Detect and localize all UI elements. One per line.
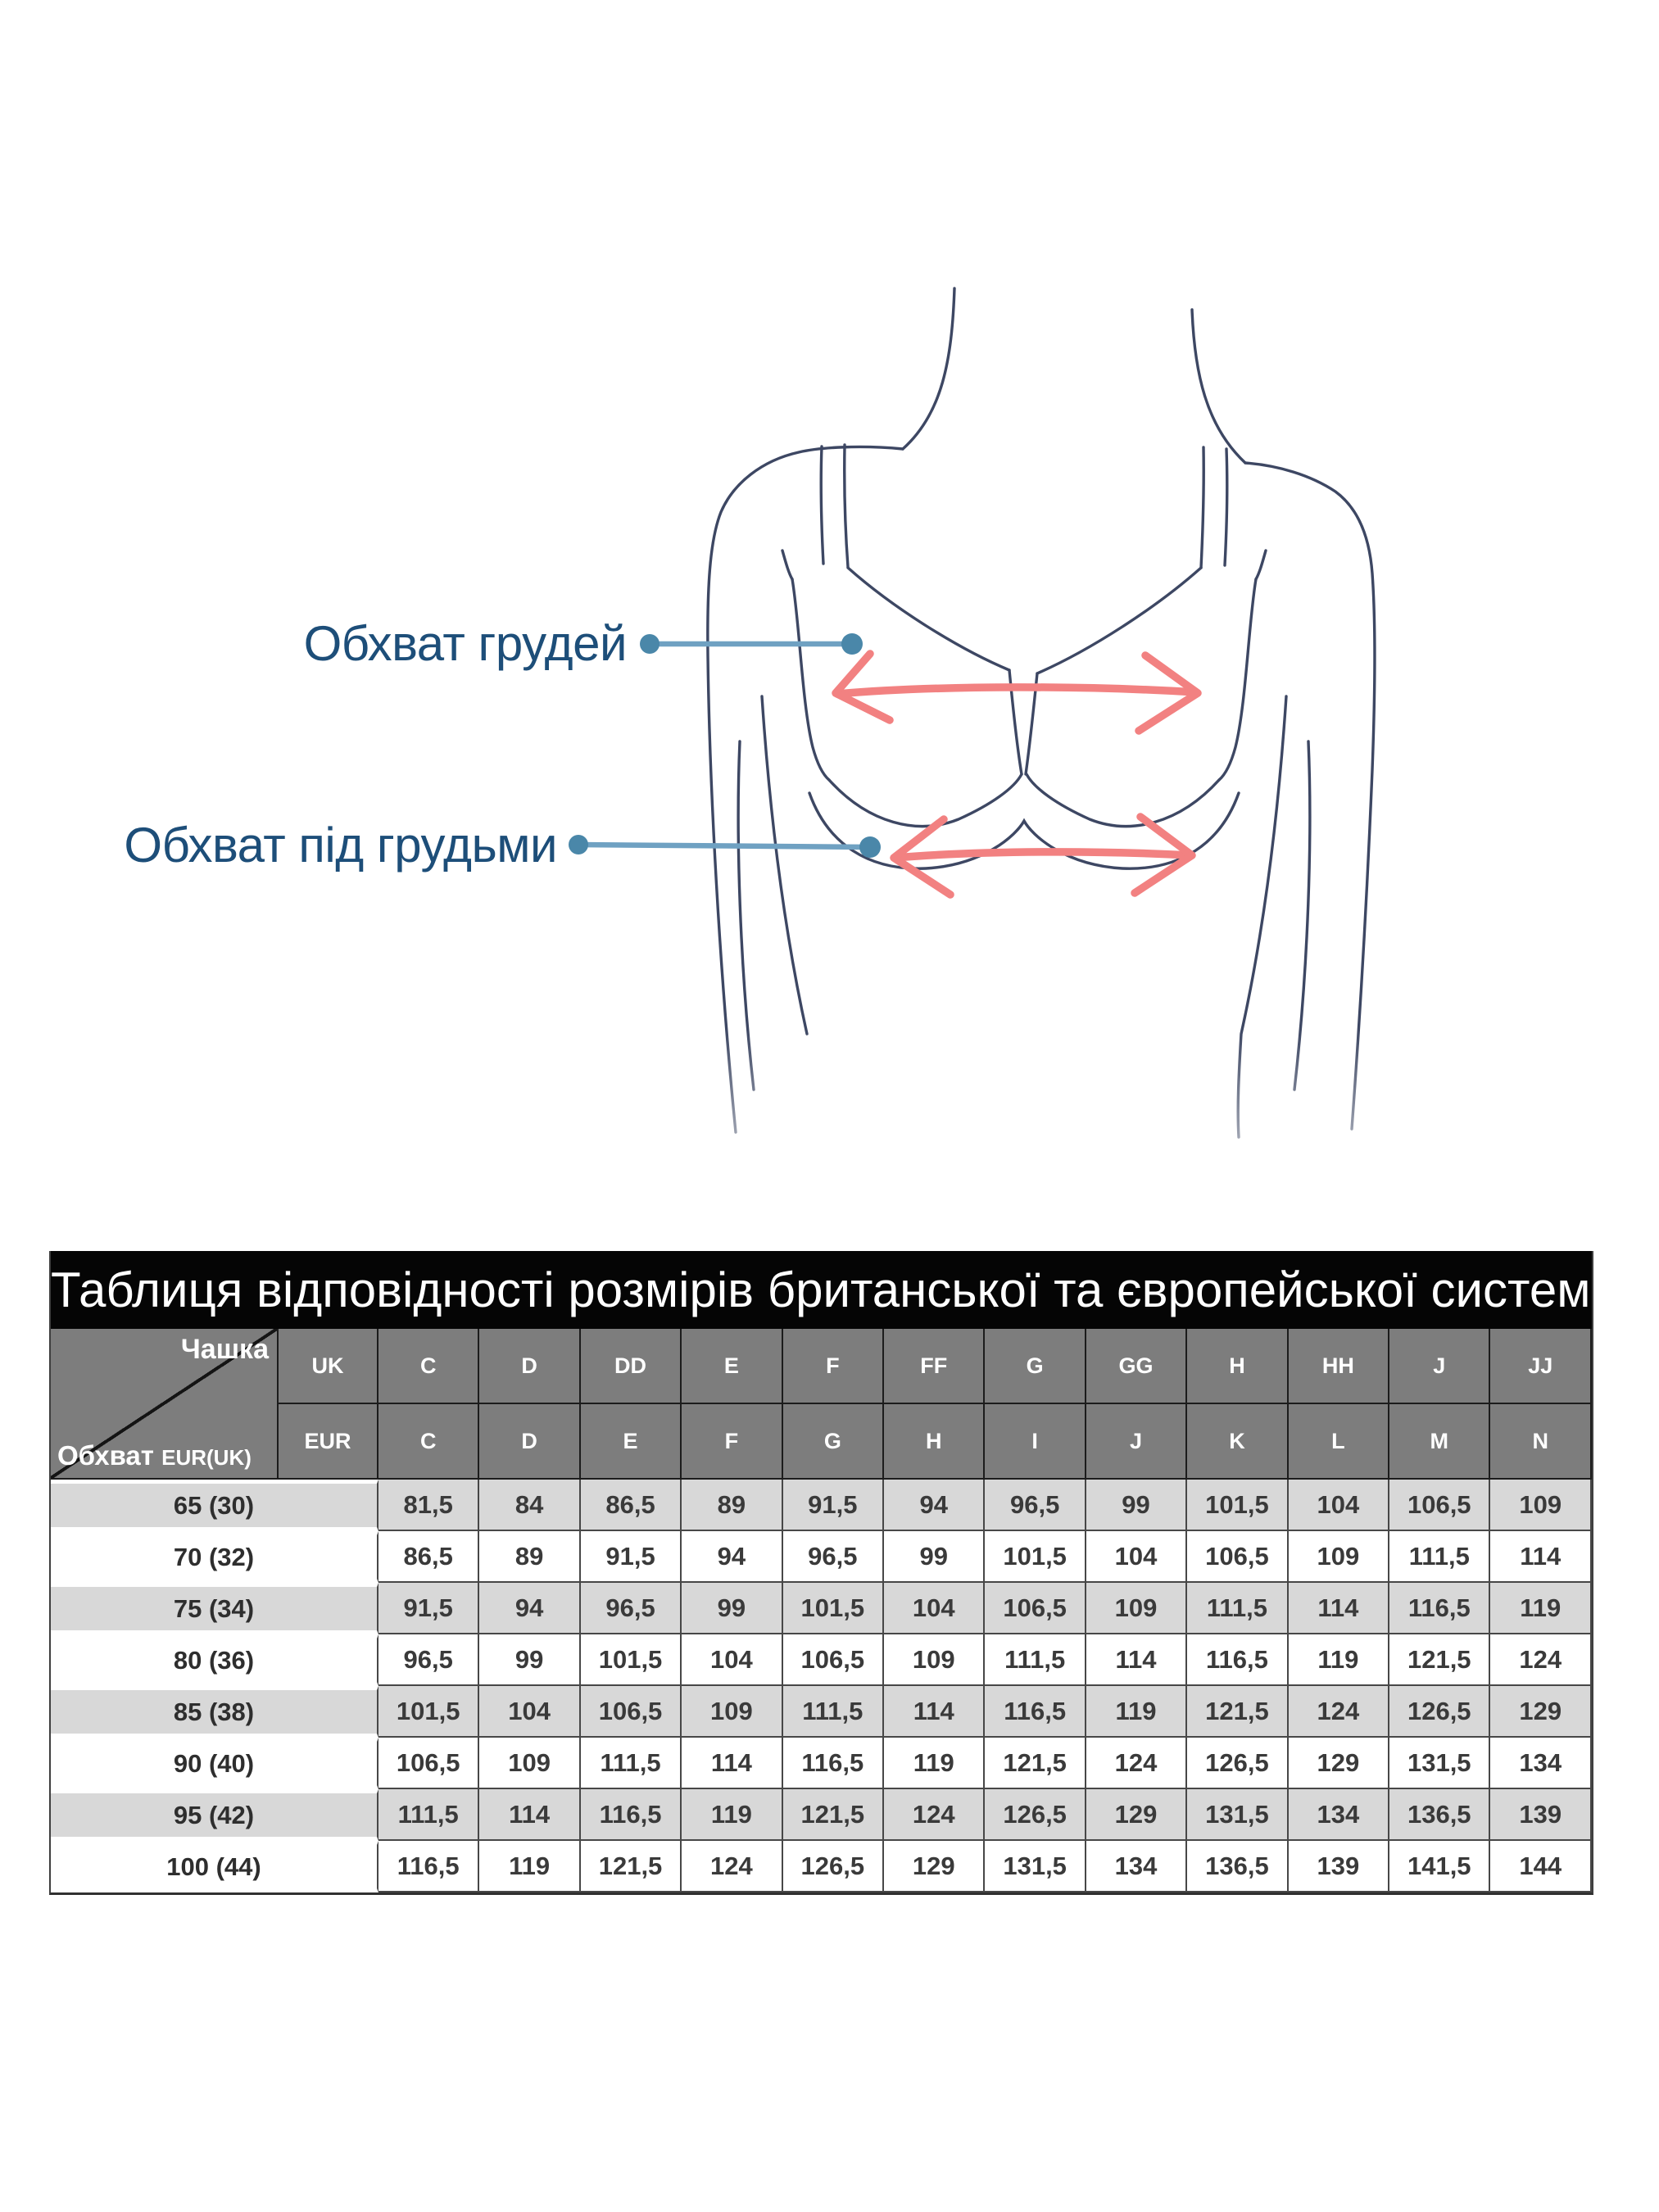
size-value-cell: 121,5 — [1187, 1686, 1288, 1738]
size-value-cell: 126,5 — [985, 1789, 1086, 1841]
band-size-cell: 85 (38) — [51, 1686, 378, 1738]
uk-system-label: UK — [279, 1329, 378, 1404]
size-value-cell: 114 — [479, 1789, 580, 1841]
size-table-body — [51, 1480, 1592, 1892]
size-value-cell: 129 — [1490, 1686, 1592, 1738]
size-value-cell: 101,5 — [1187, 1480, 1288, 1531]
eur-cup-cell: K — [1187, 1404, 1288, 1480]
size-value-cell: 124 — [884, 1789, 985, 1841]
band-size-cell: 65 (30) — [51, 1480, 378, 1531]
callout-dot-icon — [569, 835, 588, 854]
band-size-cell: 90 (40) — [51, 1738, 378, 1789]
size-value-cell: 101,5 — [581, 1634, 682, 1686]
size-value-cell: 106,5 — [581, 1686, 682, 1738]
table-row — [51, 1531, 1592, 1583]
uk-header-row — [51, 1329, 1592, 1404]
size-value-cell: 99 — [884, 1531, 985, 1583]
eur-header-row — [51, 1404, 1592, 1480]
size-value-cell: 119 — [1289, 1634, 1389, 1686]
size-value-cell: 119 — [1086, 1686, 1187, 1738]
size-value-cell: 109 — [884, 1634, 985, 1686]
eur-cup-cell: M — [1389, 1404, 1490, 1480]
size-value-cell: 121,5 — [1389, 1634, 1490, 1686]
size-value-cell: 121,5 — [985, 1738, 1086, 1789]
uk-cup-cell: F — [783, 1329, 884, 1404]
underbust-callout-line — [569, 835, 881, 858]
size-value-cell: 114 — [1289, 1583, 1389, 1634]
table-row — [51, 1686, 1592, 1738]
eur-cup-cell: L — [1289, 1404, 1389, 1480]
size-value-cell: 101,5 — [378, 1686, 479, 1738]
table-row — [51, 1583, 1592, 1634]
size-value-cell: 134 — [1490, 1738, 1592, 1789]
uk-cup-cell: J — [1389, 1329, 1490, 1404]
size-value-cell: 106,5 — [985, 1583, 1086, 1634]
size-value-cell: 94 — [479, 1583, 580, 1634]
size-table — [49, 1251, 1618, 1895]
size-value-cell: 136,5 — [1389, 1789, 1490, 1841]
size-value-cell: 111,5 — [581, 1738, 682, 1789]
size-value-cell: 109 — [479, 1738, 580, 1789]
eur-cup-cell: H — [884, 1404, 985, 1480]
size-value-cell: 114 — [682, 1738, 782, 1789]
size-value-cell: 91,5 — [581, 1531, 682, 1583]
corner-header-cell — [51, 1329, 279, 1480]
size-value-cell: 96,5 — [581, 1583, 682, 1634]
size-value-cell: 94 — [682, 1531, 782, 1583]
size-value-cell: 119 — [884, 1738, 985, 1789]
size-value-cell: 136,5 — [1187, 1841, 1288, 1892]
size-value-cell: 124 — [682, 1841, 782, 1892]
eur-cup-cell: J — [1086, 1404, 1187, 1480]
size-value-cell: 99 — [682, 1583, 782, 1634]
size-value-cell: 124 — [1490, 1634, 1592, 1686]
band-size-cell: 70 (32) — [51, 1531, 378, 1583]
size-value-cell: 109 — [1086, 1583, 1187, 1634]
size-value-cell: 139 — [1490, 1789, 1592, 1841]
table-title: Таблиця відповідності розмірів британської та європейської системи — [51, 1251, 1592, 1329]
size-value-cell: 131,5 — [1389, 1738, 1490, 1789]
size-value-cell: 86,5 — [581, 1480, 682, 1531]
uk-cup-cell: C — [378, 1329, 479, 1404]
size-value-cell: 91,5 — [378, 1583, 479, 1634]
uk-cup-cell: E — [682, 1329, 782, 1404]
size-value-cell: 116,5 — [1389, 1583, 1490, 1634]
size-value-cell: 121,5 — [783, 1789, 884, 1841]
size-value-cell: 111,5 — [783, 1686, 884, 1738]
size-value-cell: 104 — [1289, 1480, 1389, 1531]
size-value-cell: 131,5 — [985, 1841, 1086, 1892]
eur-cup-cell: N — [1490, 1404, 1592, 1480]
size-value-cell: 126,5 — [1187, 1738, 1288, 1789]
bust-label: Обхват грудей — [303, 616, 627, 671]
size-value-cell: 119 — [682, 1789, 782, 1841]
table-row — [51, 1789, 1592, 1841]
size-value-cell: 109 — [682, 1686, 782, 1738]
size-value-cell: 96,5 — [378, 1634, 479, 1686]
uk-cup-cell: H — [1187, 1329, 1288, 1404]
bra-outline-icon — [792, 445, 1256, 868]
uk-cup-cell: FF — [884, 1329, 985, 1404]
size-conversion-table — [51, 1329, 1592, 1892]
uk-cup-cell: GG — [1086, 1329, 1187, 1404]
size-value-cell: 86,5 — [378, 1531, 479, 1583]
uk-cup-cell: G — [985, 1329, 1086, 1404]
size-value-cell: 96,5 — [783, 1531, 884, 1583]
size-value-cell: 126,5 — [783, 1841, 884, 1892]
size-value-cell: 116,5 — [378, 1841, 479, 1892]
uk-cup-cell: JJ — [1490, 1329, 1592, 1404]
size-value-cell: 106,5 — [378, 1738, 479, 1789]
size-value-cell: 124 — [1289, 1686, 1389, 1738]
band-size-cell: 95 (42) — [51, 1789, 378, 1841]
table-row — [51, 1841, 1592, 1892]
eur-cup-cell: D — [479, 1404, 580, 1480]
underbust-label: Обхват під грудьми — [124, 818, 557, 873]
eur-cup-cell: G — [783, 1404, 884, 1480]
uk-cup-cell: DD — [581, 1329, 682, 1404]
size-value-cell: 111,5 — [1389, 1531, 1490, 1583]
bust-measure-arrow-icon — [836, 654, 1198, 731]
size-value-cell: 106,5 — [1187, 1531, 1288, 1583]
size-value-cell: 111,5 — [985, 1634, 1086, 1686]
size-value-cell: 121,5 — [581, 1841, 682, 1892]
band-size-cell: 75 (34) — [51, 1583, 378, 1634]
size-value-cell: 109 — [1289, 1531, 1389, 1583]
size-value-cell: 114 — [1490, 1531, 1592, 1583]
table-row — [51, 1738, 1592, 1789]
size-value-cell: 129 — [1289, 1738, 1389, 1789]
eur-system-label: EUR — [279, 1404, 378, 1480]
size-value-cell: 109 — [1490, 1480, 1592, 1531]
band-size-cell: 80 (36) — [51, 1634, 378, 1686]
size-value-cell: 141,5 — [1389, 1841, 1490, 1892]
size-value-cell: 111,5 — [378, 1789, 479, 1841]
size-value-cell: 91,5 — [783, 1480, 884, 1531]
size-value-cell: 99 — [479, 1634, 580, 1686]
size-value-cell: 84 — [479, 1480, 580, 1531]
eur-cup-cell: F — [682, 1404, 782, 1480]
band-size-cell: 100 (44) — [51, 1841, 378, 1892]
girth-axis-label: Обхват EUR(UK) — [57, 1440, 252, 1471]
size-value-cell: 116,5 — [1187, 1634, 1288, 1686]
size-value-cell: 124 — [1086, 1738, 1187, 1789]
size-value-cell: 89 — [682, 1480, 782, 1531]
size-value-cell: 114 — [1086, 1634, 1187, 1686]
callout-dot-icon — [841, 633, 863, 655]
size-value-cell: 134 — [1086, 1841, 1187, 1892]
eur-cup-cell: C — [378, 1404, 479, 1480]
table-row — [51, 1634, 1592, 1686]
size-value-cell: 106,5 — [783, 1634, 884, 1686]
eur-cup-cell: E — [581, 1404, 682, 1480]
size-value-cell: 104 — [884, 1583, 985, 1634]
size-value-cell: 131,5 — [1187, 1789, 1288, 1841]
table-row — [51, 1480, 1592, 1531]
size-value-cell: 134 — [1289, 1789, 1389, 1841]
size-value-cell: 116,5 — [985, 1686, 1086, 1738]
size-value-cell: 94 — [884, 1480, 985, 1531]
size-value-cell: 116,5 — [581, 1789, 682, 1841]
size-value-cell: 111,5 — [1187, 1583, 1288, 1634]
cup-axis-label: Чашка — [180, 1334, 269, 1365]
size-value-cell: 99 — [1086, 1480, 1187, 1531]
size-value-cell: 81,5 — [378, 1480, 479, 1531]
uk-cup-cell: HH — [1289, 1329, 1389, 1404]
size-value-cell: 139 — [1289, 1841, 1389, 1892]
size-value-cell: 101,5 — [783, 1583, 884, 1634]
callout-dot-icon — [859, 836, 881, 858]
size-value-cell: 104 — [1086, 1531, 1187, 1583]
callout-dot-icon — [640, 634, 660, 654]
size-value-cell: 89 — [479, 1531, 580, 1583]
size-value-cell: 101,5 — [985, 1531, 1086, 1583]
size-value-cell: 126,5 — [1389, 1686, 1490, 1738]
size-value-cell: 129 — [1086, 1789, 1187, 1841]
size-value-cell: 114 — [884, 1686, 985, 1738]
eur-cup-cell: I — [985, 1404, 1086, 1480]
size-value-cell: 119 — [1490, 1583, 1592, 1634]
size-value-cell: 106,5 — [1389, 1480, 1490, 1531]
size-value-cell: 119 — [479, 1841, 580, 1892]
uk-cup-cell: D — [479, 1329, 580, 1404]
bust-callout-line — [640, 633, 863, 655]
size-value-cell: 116,5 — [783, 1738, 884, 1789]
size-value-cell: 96,5 — [985, 1480, 1086, 1531]
size-value-cell: 144 — [1490, 1841, 1592, 1892]
girth-axis-sublabel: EUR(UK) — [161, 1445, 252, 1470]
size-value-cell: 129 — [884, 1841, 985, 1892]
size-value-cell: 104 — [682, 1634, 782, 1686]
size-value-cell: 104 — [479, 1686, 580, 1738]
underbust-measure-arrow-icon — [894, 817, 1192, 895]
